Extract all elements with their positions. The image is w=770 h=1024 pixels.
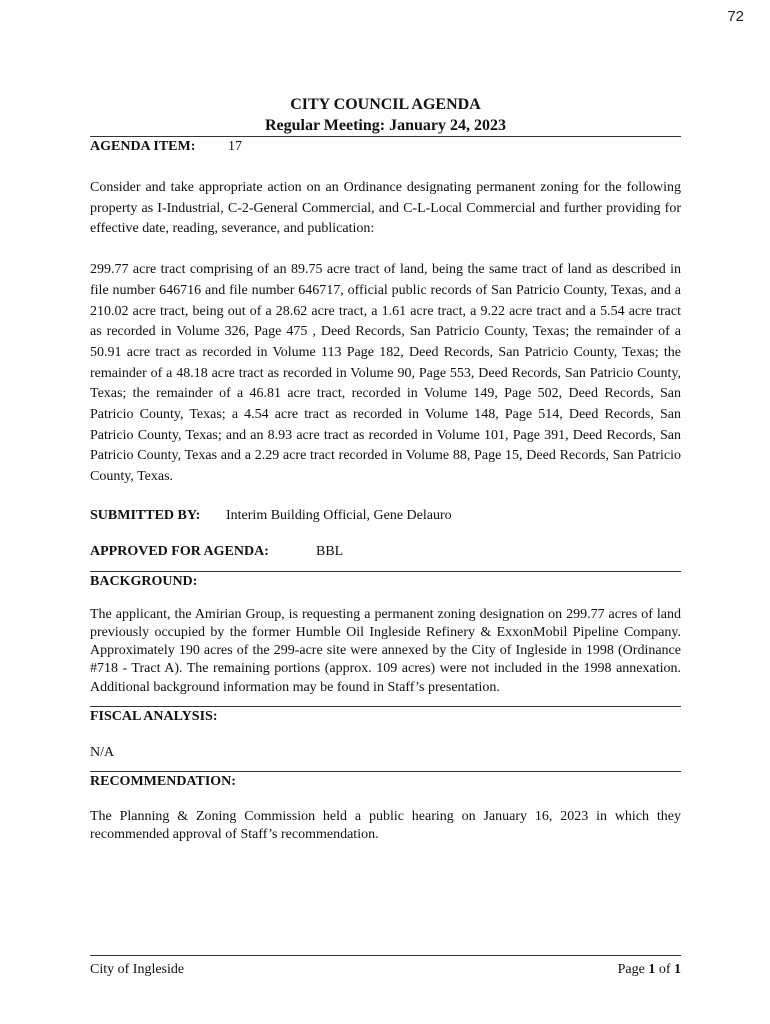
agenda-document [90, 94, 681, 844]
agenda-item-label: AGENDA ITEM: [90, 139, 196, 154]
document-subtitle: Regular Meeting: January 24, 2023 [264, 117, 506, 134]
submitted-by-value: Interim Building Official, Gene Delauro [226, 507, 452, 523]
page-number: 72 [727, 8, 744, 25]
tract-description: 299.77 acre tract comprising of an 89.75 acre tract of land, being the same tract of land as described in file number 646716 and file number 646717, official public records of San Patricio County, Texas, and a 210.02 acre tract, being out of a 28.62 acre tract, a 1.61 acre tract, a 9.22 acre tract and a 5.54 acre tract as recorded in Volume 326, Page 475 , Deed Records, San Patricio County, Texas; the remainder of a 50.91 acre tract as recorded in Volume 113 Page 182, Deed Records, San Patricio County, Texas; the remainder of a 48.18 acre tract as recorded in Volume 90, Page 553, Deed Records, San Patricio County, Texas; the remainder of a 46.81 acre tract, recorded in Volume 149, Page 502, Deed Records, San Patricio County, Texas; a 4.54 acre tract as recorded in Volume 148, Page 514, Deed Records, San Patricio County, Texas; and an 8.93 acre tract as recorded in Volume 101, Page 391, Deed Records, San Patricio County, Texas and a 2.29 acre tract recorded in Volume 88, Page 15, Deed Records, San Patricio County, Texas. [90, 262, 681, 485]
fiscal-text: N/A [90, 744, 115, 760]
submitted-by-row [90, 507, 681, 525]
footer-page-total: 1 [674, 962, 681, 977]
recommendation-divider [90, 771, 681, 772]
document-title: CITY COUNCIL AGENDA [290, 96, 481, 113]
recommendation-heading: RECOMMENDATION: [90, 773, 236, 789]
page-footer [90, 955, 681, 979]
footer-page-count [618, 961, 681, 979]
approved-row [90, 543, 681, 561]
title-divider [90, 136, 681, 137]
recommendation-text: The Planning & Zoning Commission held a public hearing on January 16, 2023 in which they recommended approval of Staff’s recommendation. [90, 808, 681, 843]
footer-page-current: 1 [648, 962, 656, 977]
submitted-by-label: SUBMITTED BY: [90, 507, 201, 523]
agenda-item-value: 17 [228, 139, 242, 154]
item-description: Consider and take appropriate action on an Ordinance designating permanent zoning for the following property as I-Industrial, C-2-General Commercial, and C-L-Local Commercial and further providing for effective date, reading, severance, and publication: [90, 180, 681, 237]
fiscal-heading: FISCAL ANALYSIS: [90, 708, 218, 724]
agenda-item-row [90, 138, 681, 156]
background-divider [90, 571, 681, 572]
background-heading: BACKGROUND: [90, 573, 198, 589]
background-text: The applicant, the Amirian Group, is requesting a permanent zoning designation on 299.77 acres of land previously occupied by the former Humble Oil Ingleside Refinery & ExxonMobil Pipeline Company. Approximately 190 acres of the 299-acre site were annexed by the City of Ingleside in 1998 (Ordinance #718 - Tract A). The remaining portions (approx. 109 acres) were not included in the 1998 annexation. Additional background information may be found in Staff’s presentation. [90, 606, 681, 695]
approved-value: BBL [316, 543, 344, 559]
footer-page-prefix: Page [617, 962, 649, 977]
fiscal-divider [90, 706, 681, 707]
footer-page-of: of [655, 962, 674, 977]
footer-city: City of Ingleside [90, 962, 185, 977]
approved-label: APPROVED FOR AGENDA: [90, 543, 269, 559]
